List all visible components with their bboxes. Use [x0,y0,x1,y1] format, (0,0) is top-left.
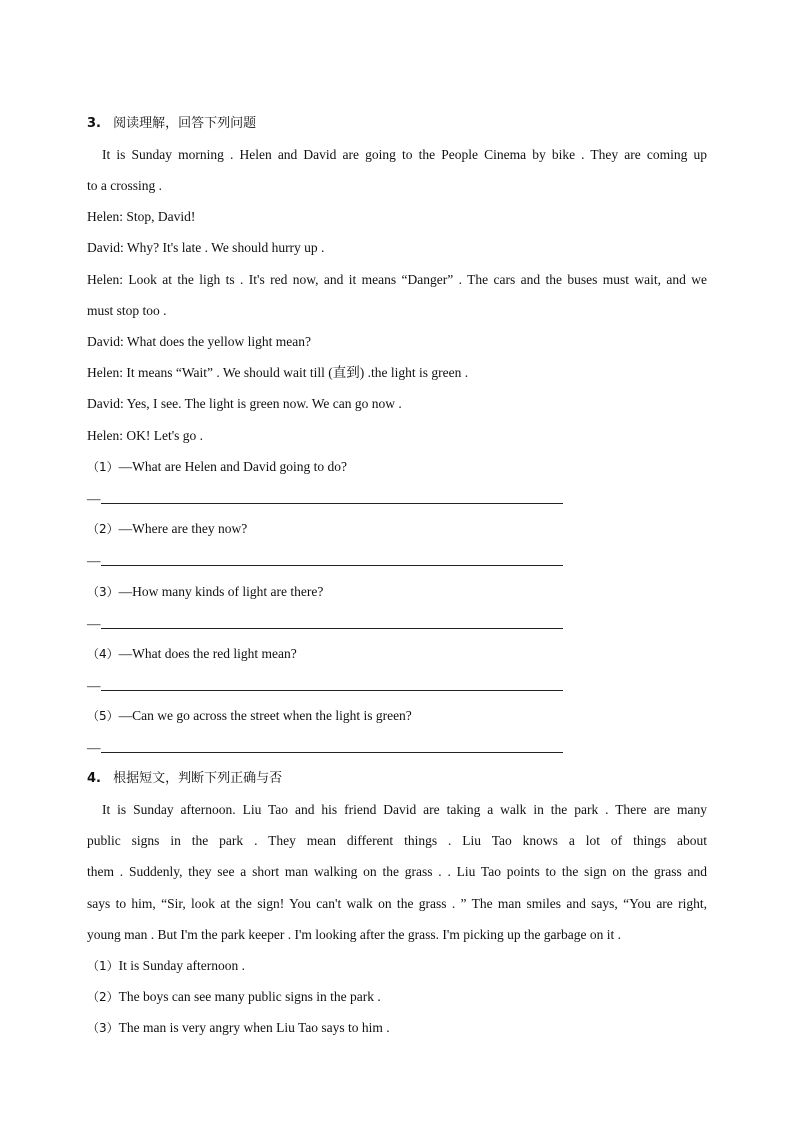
q3-question-5 [87,707,412,725]
q4-passage-line-1: It is Sunday afternoon. Liu Tao and his friend David are taking a walk in the park . There are many [102,802,707,817]
q3-answer-5-field[interactable] [87,739,563,757]
q3-question-3-text: —How many kinds of light are there? [118,584,324,599]
q3-passage-line-1: It is Sunday morning . Helen and David are going to the People Cinema by bike . They are coming up [102,147,707,162]
q3-question-2-text: —Where are they now? [118,521,248,536]
q3-question-5-number: （5） [87,709,119,723]
q3-question-2-number: （2） [87,522,119,536]
q4-passage-line-2: public signs in the park . They mean different things . Liu Tao knows a lot of things about [87,833,707,848]
q3-passage-line-8: Helen: It means “Wait” . We should wait till (直到) .the light is green . [87,365,469,380]
answer-line [101,752,563,753]
answer-dash: — [87,678,101,693]
q3-question-1-number: （1） [87,460,119,474]
q3-question-3 [87,583,323,601]
q3-question-1 [87,458,347,476]
q4-statement-1 [87,957,245,975]
q3-question-2 [87,520,247,538]
q4-title: 根据短文，判断下列正确与否 [113,771,283,786]
answer-line [101,503,563,504]
answer-line [101,565,563,566]
q3-passage-line-3: Helen: Stop, David! [87,209,196,224]
q3-number: 3. [87,116,101,131]
q4-statement-2 [87,988,381,1006]
q3-answer-2-field[interactable] [87,552,563,570]
q4-statement-2-number: （2） [87,990,119,1004]
q3-question-4-number: （4） [87,647,119,661]
answer-line [101,628,563,629]
q4-statement-3 [87,1019,390,1037]
q3-heading [87,115,256,133]
q3-question-1-text: —What are Helen and David going to do? [118,459,347,474]
q3-passage-line-9: David: Yes, I see. The light is green now. We can go now . [87,396,402,411]
q4-statement-1-text: It is Sunday afternoon . [118,958,245,973]
q4-statement-2-text: The boys can see many public signs in the park . [118,989,381,1004]
q3-answer-1-field[interactable] [87,490,563,508]
q3-question-4 [87,645,297,663]
q3-passage-line-10: Helen: OK! Let's go . [87,428,204,443]
q3-passage-line-7: David: What does the yellow light mean? [87,334,311,349]
answer-dash: — [87,740,101,755]
answer-dash: — [87,616,101,631]
q3-passage-line-5: Helen: Look at the ligh ts . It's red now, and it means “Danger” . The cars and the buses must wait, and we [87,272,707,287]
q3-question-4-text: —What does the red light mean? [118,646,297,661]
q4-passage-line-4: says to him, “Sir, look at the sign! You can't walk on the grass . ” The man smiles and says, “You are right, [87,896,707,911]
q3-passage-line-2: to a crossing . [87,178,162,193]
q4-statement-3-number: （3） [87,1021,119,1035]
q4-number: 4. [87,771,101,786]
q4-passage-line-3: them . Suddenly, they see a short man walking on the grass . . Liu Tao points to the sign on the grass and [87,864,707,879]
q3-question-5-text: —Can we go across the street when the light is green? [118,708,412,723]
q4-passage-line-5: young man . But I'm the park keeper . I'm looking after the grass. I'm picking up the garbage on it . [87,927,622,942]
answer-dash: — [87,491,101,506]
answer-line [101,690,563,691]
q3-passage-line-4: David: Why? It's late . We should hurry up . [87,240,325,255]
q3-question-3-number: （3） [87,585,119,599]
q3-answer-4-field[interactable] [87,677,563,695]
q4-statement-3-text: The man is very angry when Liu Tao says to him . [118,1020,390,1035]
q3-title: 阅读理解，回答下列问题 [113,116,257,131]
answer-dash: — [87,553,101,568]
q4-statement-1-number: （1） [87,959,119,973]
q3-answer-3-field[interactable] [87,615,563,633]
q4-heading [87,770,282,788]
q3-passage-line-6: must stop too . [87,303,167,318]
